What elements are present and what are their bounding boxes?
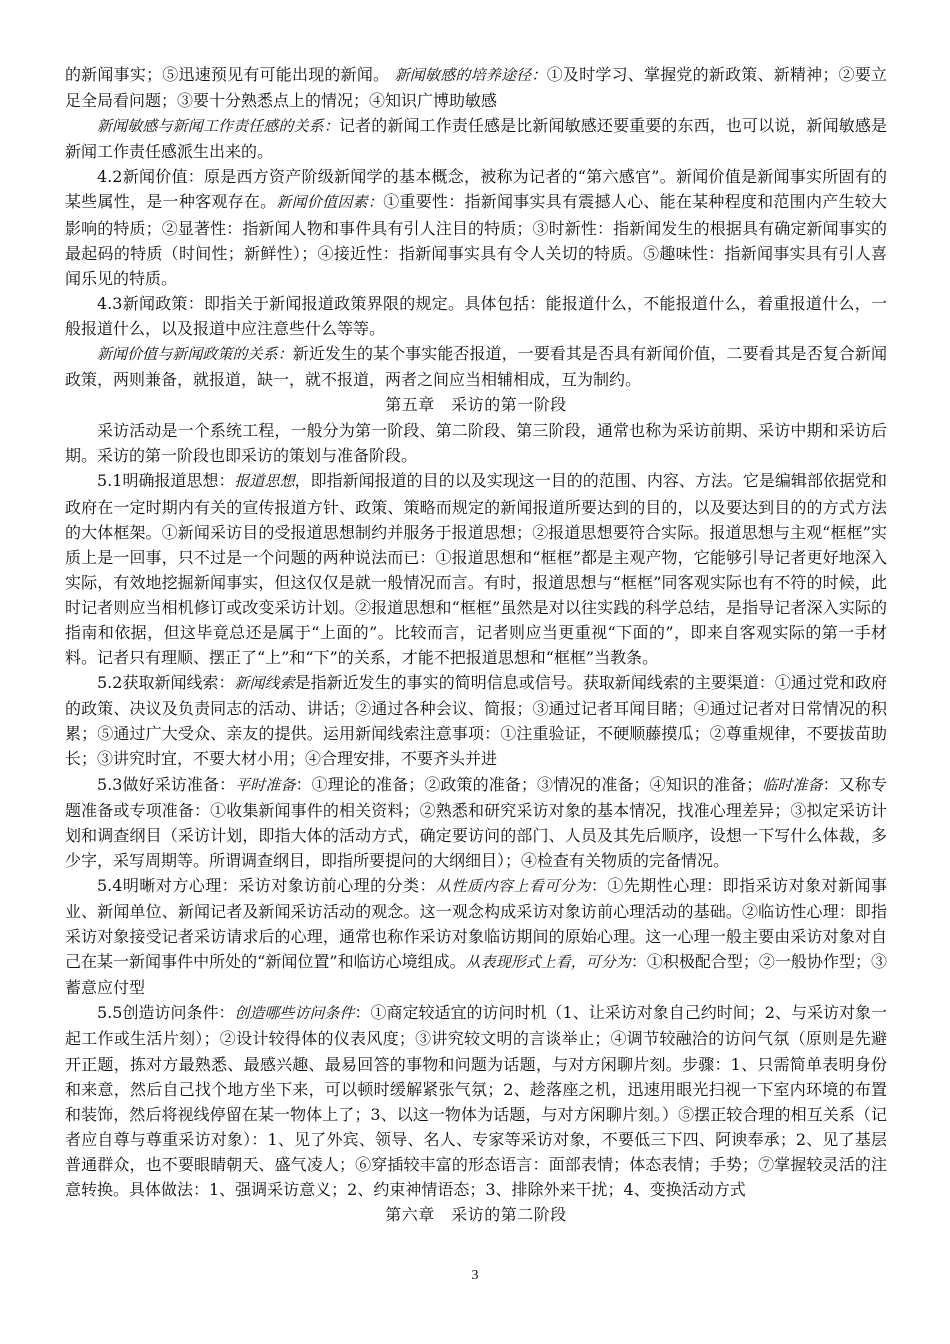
text-run: ①重要性：指新闻事实具有震撼人心、能在某种程度和范围内产生较大影响的特质；②显著性：指新闻人物和事件具有引人注目的特质；③时新性：指新闻发生的根据具有确定新闻事实的最起码的特质（时间性；新鲜性）；④接近性：指新闻事实具有令人关切的特质。⑤趣味性：指新闻事实具有引人喜闻乐见的特质。 xyxy=(65,192,887,288)
emphasis-term: 新闻线索 xyxy=(234,674,295,693)
emphasis-term: 新闻敏感的培养途径： xyxy=(394,66,547,84)
emphasis-term: 报道思想 xyxy=(234,472,295,491)
text-run: ：①理论的准备；②政策的准备；③情况的准备；④知识的准备； xyxy=(295,774,763,794)
emphasis-term: 从表现形式上看，可分为 xyxy=(465,953,631,972)
paragraph xyxy=(65,113,887,164)
text-run: 5.5创造访问条件： xyxy=(97,1003,235,1023)
text-run: ，即指新闻报道的目的以及实现这一目的的范围、内容、方法。它是编辑部依据党和政府在一定时期内有关的宣传报道方针、政策、策略而规定的新闻报道所要达到的目的，以及要达到目的的方式方法的大体框架。①新闻采访目的受报道思想制约并服务于报道思想；②报道思想要符合实际。报道思想与主观“框框”实质上是一回事，只不过是一个问题的两种说法而已：①报道思想和“框框”都是主观产物，它能够引导记者更好地深入实际，有效地挖掘新闻事实，但这仅仅是就一般情况而言。有时，报道思想与“框框”同客观实际也有不符的时候，此时记者则应当相机修订或改变采访计划。②报道思想和“框框”虽然是对以往实践的科学总结，是指导记者深入实际的指南和依据，但这毕竟总还是属于“上面的”。比较而言，记者则应当更重视“下面的”，即来自客观实际的第一手材料。记者只有理顺、摆正了“上”和“下”的关系，才能不把报道思想和“框框”当教条。 xyxy=(65,471,887,668)
text-run: 4.3新闻政策：即指关于新闻报道政策界限的规定。具体包括：能报道什么，不能报道什么，着重报道什么，一般报道什么，以及报道中应注意些什么等等。 xyxy=(65,293,887,338)
paragraph xyxy=(65,670,887,771)
emphasis-term: 平时准备 xyxy=(235,775,296,794)
text-run: 5.1明确报道思想： xyxy=(97,471,235,491)
text-run: 是指新近发生的事实的简明信息或信号。获取新闻线索的主要渠道：①通过党和政府的政策、决议及负责同志的活动、讲话；②通过各种会议、简报；③通过记者耳闻目睹；④通过记者对日常情况的积累；⑤通过广大受众、亲友的提供。运用新闻线索注意事项：①注重验证，不硬顺藤摸瓜；②尊重规律，不要拔苗助长；③讲究时宜，不要大材小用；④合理安排，不要齐头并进 xyxy=(65,673,887,769)
paragraph xyxy=(65,291,887,341)
paragraph xyxy=(65,341,887,392)
emphasis-term: 创造哪些访问条件 xyxy=(234,1004,355,1023)
emphasis-term: 临时准备 xyxy=(762,775,823,794)
text-run: ①及时学习、掌握党的新政策、新精神；②要立足全局看问题；③要十分熟悉点上的情况；④知识广博助敏感 xyxy=(65,65,887,111)
text-run: ：又称专题准备或专项准备：①收集新闻事件的相关资料；②熟悉和研究采访对象的基本情况，找准心理差异；③拟定采访计划和调查纲目（采访计划，即指大体的活动方式，确定要访问的部门、人员及其先后顺序，设想一下写什么体裁，多少字，采写周期等。所谓调查纲目，即指所要提问的大纲细目）；④检查有关物质的完备情况。 xyxy=(65,774,887,870)
paragraph xyxy=(65,468,887,670)
text-run: 第六章 采访的第二阶段 xyxy=(385,1205,567,1225)
text-run: 的新闻事实；⑤迅速预见有可能出现的新闻。 xyxy=(65,65,395,84)
document-body xyxy=(65,62,887,1228)
text-run: 5.4明晰对方心理：采访对象访前心理的分类： xyxy=(97,875,437,895)
paragraph xyxy=(65,1000,887,1202)
paragraph xyxy=(65,62,887,113)
text-run: 新近发生的某个事实能否报道，一要看其是否具有新闻价值，二要看其是否复合新闻政策，两则兼备，就报道，缺一，就不报道，两者之间应当相辅相成，互为制约。 xyxy=(65,344,887,390)
emphasis-term: 从性质内容上看可分为 xyxy=(436,876,591,895)
emphasis-term: 新闻价值与新闻政策的关系： xyxy=(97,345,293,364)
paragraph xyxy=(65,772,887,873)
text-run: ：①先期性心理：即指采访对象对新闻事业、新闻单位、新闻记者及新闻采访活动的观念。这一观念构成采访对象访前心理活动的基础。②临访性心理：即指采访对象接受记者采访请求后的心理，通常也称作采访对象临访期间的原始心理。这一心理一般主要由采访对象对自己在某一新闻事件中所处的“新闻位置”和临访心境组成。 xyxy=(65,875,887,972)
text-run: 5.2获取新闻线索： xyxy=(97,673,235,693)
text-run: 4.2新闻价值：原是西方资产阶级新闻学的基本概念，被称为记者的“第六感官”。新闻价值是新闻事实所固有的某些属性，是一种客观存在。 xyxy=(65,167,887,212)
text-run: 记者的新闻工作责任感是比新闻敏感还要重要的东西，也可以说，新闻敏感是新闻工作责任感派生出来的。 xyxy=(65,116,887,162)
emphasis-term: 新闻价值因素： xyxy=(276,193,384,212)
paragraph xyxy=(65,873,887,1000)
chapter-heading xyxy=(65,1202,887,1228)
text-run: ：①商定较适宜的访问时机（1、让采访对象自己约时间；2、与采访对象一起工作或生活片刻）；②设计较得体的仪表风度；③讲究较文明的言谈举止；④调节较融洽的访问气氛（原则是先避开正题，拣对方最熟悉、最感兴趣、最易回答的事物和问题为话题，与对方闲聊片刻。步骤：1、只需简单表明身份和来意，然后自己找个地方坐下来，可以顿时缓解紧张气氛；2、趁落座之机，迅速用眼光扫视一下室内环境的布置和装饰，然后将视线停留在某一物体上了；3、以这一物体为话题，与对方闲聊片刻。）⑤摆正较合理的相互关系（记者应自尊与尊重采访对象）：1、见了外宾、领导、名人、专家等采访对象，不要低三下四、阿谀奉承；2、见了基层普通群众，也不要眼睛朝天、盛气凌人；⑥穿插较丰富的形态语言：面部表情；体态表情；手势；⑦掌握较灵活的注意转换。具体做法：1、强调采访意义；2、约束神情语态；3、排除外来干扰；4、变换活动方式 xyxy=(65,1003,887,1200)
text-run: 第五章 采访的第一阶段 xyxy=(385,395,567,415)
text-run: 5.3做好采访准备： xyxy=(97,774,236,794)
text-run: 采访活动是一个系统工程，一般分为第一阶段、第二阶段、第三阶段，通常也称为采访前期、采访中期和采访后期。采访的第一阶段也即采访的策划与准备阶段。 xyxy=(65,421,887,466)
chapter-heading xyxy=(65,392,887,418)
text-run: ：①积极配合型；②一般协作型；③蓄意应付型 xyxy=(65,952,887,998)
paragraph xyxy=(65,418,887,468)
paragraph xyxy=(65,164,887,290)
emphasis-term: 新闻敏感与新闻工作责任感的关系： xyxy=(97,117,339,136)
page-number: 3 xyxy=(471,1268,479,1283)
